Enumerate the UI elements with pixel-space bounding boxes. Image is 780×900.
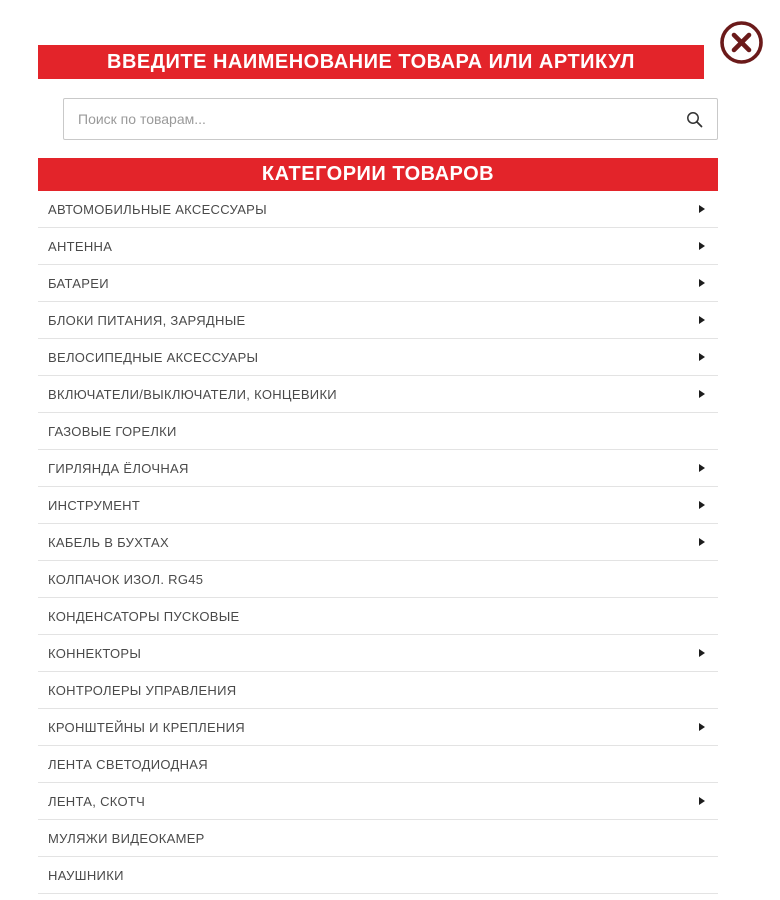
chevron-right-icon — [699, 797, 705, 805]
chevron-right-icon — [699, 464, 705, 472]
category-label: КОНТРОЛЕРЫ УПРАВЛЕНИЯ — [48, 682, 237, 698]
category-list — [38, 191, 718, 894]
close-icon — [719, 20, 764, 65]
chevron-right-icon — [699, 501, 705, 509]
search-box — [63, 98, 718, 140]
chevron-right-icon — [699, 649, 705, 657]
category-label: БАТАРЕИ — [48, 275, 109, 291]
chevron-right-icon — [699, 316, 705, 324]
category-label: ГИРЛЯНДА ЁЛОЧНАЯ — [48, 460, 189, 476]
category-label: НАУШНИКИ — [48, 867, 124, 883]
list-item[interactable] — [38, 302, 718, 339]
list-item[interactable] — [38, 413, 718, 450]
list-item[interactable] — [38, 450, 718, 487]
chevron-right-icon — [699, 538, 705, 546]
category-label: ЛЕНТА СВЕТОДИОДНАЯ — [48, 756, 208, 772]
category-label: ВЕЛОСИПЕДНЫЕ АКСЕССУАРЫ — [48, 349, 259, 365]
category-label: АНТЕННА — [48, 238, 113, 254]
list-item[interactable] — [38, 524, 718, 561]
search-categories-modal — [38, 45, 718, 894]
category-label: ВКЛЮЧАТЕЛИ/ВЫКЛЮЧАТЕЛИ, КОНЦЕВИКИ — [48, 386, 337, 402]
category-label: КОЛПАЧОК ИЗОЛ. RG45 — [48, 571, 204, 587]
list-item[interactable] — [38, 635, 718, 672]
category-label: ЛЕНТА, СКОТЧ — [48, 793, 146, 809]
category-label: ИНСТРУМЕНТ — [48, 497, 141, 513]
list-item[interactable] — [38, 857, 718, 894]
chevron-right-icon — [699, 390, 705, 398]
list-item[interactable] — [38, 339, 718, 376]
list-item[interactable] — [38, 191, 718, 228]
category-label: КОННЕКТОРЫ — [48, 645, 142, 661]
category-label: МУЛЯЖИ ВИДЕОКАМЕР — [48, 830, 205, 846]
list-item[interactable] — [38, 265, 718, 302]
category-label: КРОНШТЕЙНЫ И КРЕПЛЕНИЯ — [48, 719, 245, 735]
list-item[interactable] — [38, 709, 718, 746]
chevron-right-icon — [699, 279, 705, 287]
search-button[interactable] — [686, 111, 703, 128]
search-icon — [686, 111, 703, 128]
list-item[interactable] — [38, 561, 718, 598]
list-item[interactable] — [38, 746, 718, 783]
list-item[interactable] — [38, 228, 718, 265]
chevron-right-icon — [699, 353, 705, 361]
list-item[interactable] — [38, 783, 718, 820]
search-input[interactable] — [78, 111, 678, 127]
category-label: БЛОКИ ПИТАНИЯ, ЗАРЯДНЫЕ — [48, 312, 246, 328]
category-label: КОНДЕНСАТОРЫ ПУСКОВЫЕ — [48, 608, 240, 624]
category-label: АВТОМОБИЛЬНЫЕ АКСЕССУАРЫ — [48, 201, 267, 217]
chevron-right-icon — [699, 723, 705, 731]
list-item[interactable] — [38, 820, 718, 857]
list-item[interactable] — [38, 672, 718, 709]
chevron-right-icon — [699, 242, 705, 250]
list-item[interactable] — [38, 487, 718, 524]
search-section-title: ВВЕДИТЕ НАИМЕНОВАНИЕ ТОВАРА ИЛИ АРТИКУЛ — [38, 45, 704, 79]
chevron-right-icon — [699, 205, 705, 213]
list-item[interactable] — [38, 376, 718, 413]
categories-section-title: КАТЕГОРИИ ТОВАРОВ — [38, 158, 718, 191]
category-label: КАБЕЛЬ В БУХТАХ — [48, 534, 169, 550]
close-button[interactable] — [719, 20, 764, 65]
list-item[interactable] — [38, 598, 718, 635]
category-label: ГАЗОВЫЕ ГОРЕЛКИ — [48, 423, 177, 439]
